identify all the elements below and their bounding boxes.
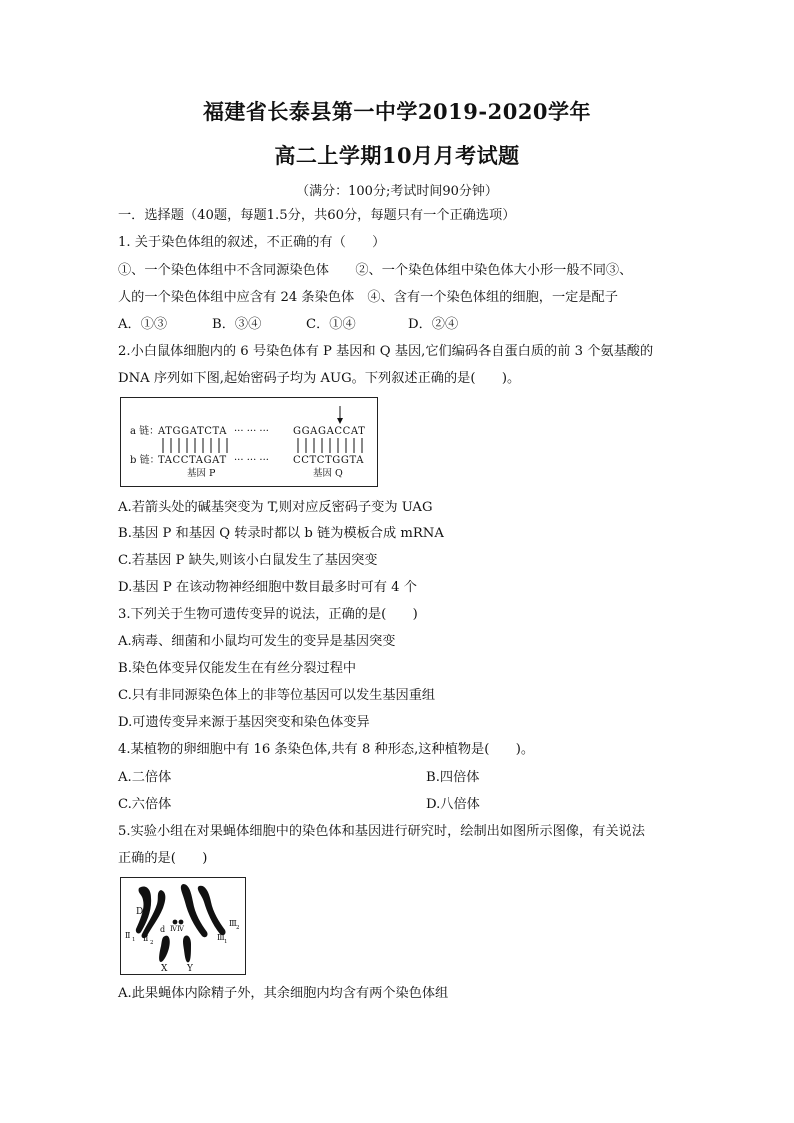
label-d-upper: D [136, 907, 144, 917]
dna-sequence-figure [120, 397, 378, 487]
label-ii1-sub: 1 [132, 937, 136, 943]
q5-stem-line2: 正确的是( ) [118, 851, 208, 866]
label-ii1: Ⅱ [125, 931, 131, 940]
mutation-arrow-icon [337, 406, 343, 424]
dna-sequence-svg [121, 398, 377, 486]
q3-stem: 3.下列关于生物可遗传变异的说法，正确的是( ) [118, 607, 418, 622]
label-iii1: Ⅲ [217, 933, 225, 942]
q1-option-d: D．②④ [408, 317, 459, 332]
q2-option-c: C.若基因 P 缺失,则该小白鼠发生了基因突变 [118, 553, 378, 568]
q4-option-c: C.六倍体 [118, 797, 172, 812]
gene-p-label: 基因 P [187, 468, 216, 479]
b-chain-left-seq: TACCTAGAT [158, 455, 227, 466]
label-x: X [161, 964, 168, 974]
b-chain-right-seq: CCTCTGGTA [293, 455, 365, 466]
b-chain-label: b 链： [130, 455, 160, 466]
q1-option-b: B．③④ [212, 317, 262, 332]
a-chain-right-seq: GGAGACCAT [293, 426, 366, 437]
chromosome-svg [121, 878, 245, 974]
q2-stem-line1: 2.小白鼠体细胞内的 6 号染色体有 P 基因和 Q 基因,它们编码各自蛋白质的前 3 个氨基酸的 [118, 344, 654, 359]
q4-option-a: A.二倍体 [118, 770, 172, 785]
q3-option-d: D.可遗传变异来源于基因突变和染色体变异 [118, 715, 370, 730]
chromosome-iv-a [173, 920, 178, 925]
b-chain-dots: ··· ··· ··· [234, 455, 269, 466]
q1-option-a: A．①③ [118, 317, 168, 332]
label-iii2-sub: 2 [236, 925, 240, 931]
a-chain-left-seq: ATGGATCTA [158, 426, 228, 437]
q2-option-b: B.基因 P 和基因 Q 转录时都以 b 链为模板合成 mRNA [118, 526, 444, 541]
exam-title-line1: 福建省长泰县第一中学2019-2020学年 [202, 99, 592, 124]
q5-stem-line1: 5.实验小组在对果蝇体细胞中的染色体和基因进行研究时，绘制出如图所示图像，有关说法 [118, 824, 645, 839]
chromosome-y [183, 935, 191, 962]
gene-q-label: 基因 Q [313, 468, 343, 479]
q1-line3: 人的一个染色体组中应含有 24 条染色体 ④、含有一个染色体组的细胞，一定是配子 [118, 290, 618, 305]
q4-option-d: D.八倍体 [426, 797, 480, 812]
chromosome-shapes [136, 884, 226, 962]
q3-option-a: A.病毒、细菌和小鼠均可发生的变异是基因突变 [118, 634, 396, 649]
a-chain-dots: ··· ··· ··· [234, 426, 269, 437]
q1-options [118, 316, 458, 334]
q4-stem: 4.某植物的卵细胞中有 16 条染色体,共有 8 种形态,这种植物是( )。 [118, 742, 535, 757]
label-y: Y [187, 964, 193, 974]
label-iii1-sub: 1 [224, 939, 228, 945]
label-iv: ⅣⅣ [170, 925, 184, 933]
q1-line2: ①、一个染色体组中不含同源染色体 ②、一个染色体组中染色体大小形一般不同③、 [118, 263, 633, 278]
q3-option-c: C.只有非同源染色体上的非等位基因可以发生基因重组 [118, 688, 436, 703]
label-d-lower: d [160, 925, 166, 934]
base-pair-bars [163, 438, 362, 453]
q1-option-c: C．①④ [306, 317, 356, 332]
exam-title-line2: 高二上学期10月月考试题 [274, 143, 520, 168]
section-heading: 一．选择题（40题，每题1.5分，共60分，每题只有一个正确选项） [118, 208, 516, 223]
label-ii2-sub: 2 [150, 940, 154, 946]
exam-subtitle: （满分：100分;考试时间90分钟） [296, 184, 498, 199]
q4-option-b: B.四倍体 [426, 770, 480, 785]
label-iii2: Ⅲ [229, 919, 237, 928]
q1-stem: 1. 关于染色体组的叙述，不正确的有（ ） [118, 235, 386, 250]
label-ii2: Ⅱ [143, 934, 149, 943]
chromosome-x [159, 936, 170, 962]
chromosome-iv-b [179, 920, 184, 925]
q5-option-a: A.此果蝇体内除精子外，其余细胞内均含有两个染色体组 [118, 986, 449, 1001]
q2-option-a: A.若箭头处的碱基突变为 T,则对应反密码子变为 UAG [118, 500, 433, 515]
q3-option-b: B.染色体变异仅能发生在有丝分裂过程中 [118, 661, 357, 676]
q2-stem-line2: DNA 序列如下图,起始密码子均为 AUG。下列叙述正确的是( )。 [118, 371, 521, 386]
q2-option-d: D.基因 P 在该动物神经细胞中数目最多时可有 4 个 [118, 580, 417, 595]
a-chain-label: a 链： [130, 426, 160, 437]
chromosome-figure [120, 877, 246, 975]
